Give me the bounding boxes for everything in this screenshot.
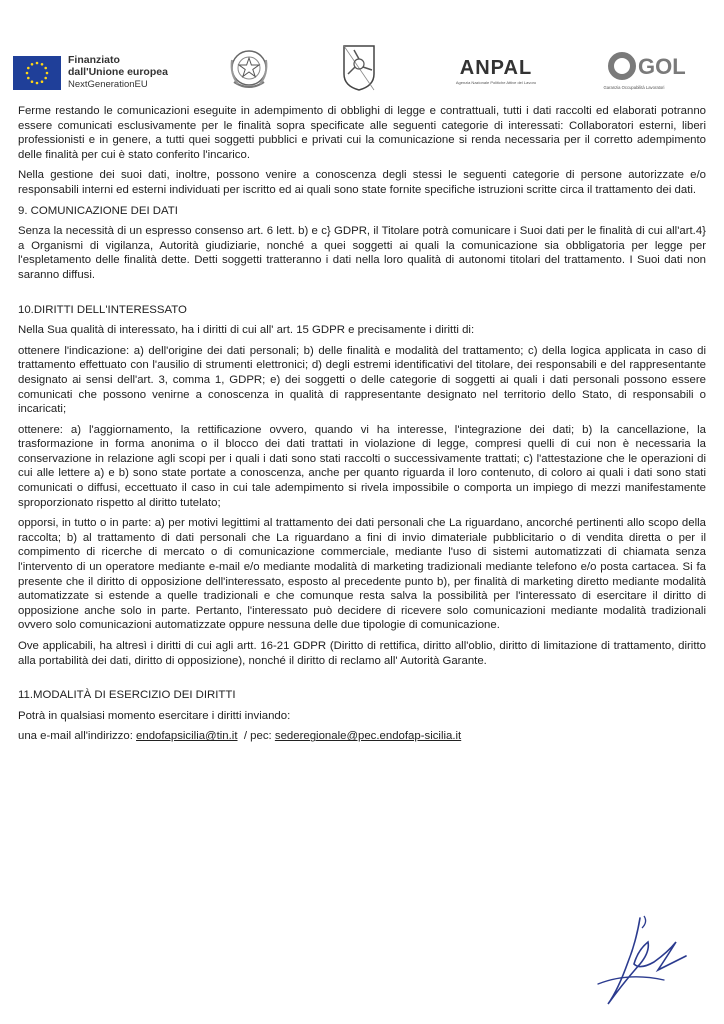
anpal-subtitle: Agenzia Nazionale Politiche Attive del Lavoro [455, 80, 537, 85]
paragraph-right-to-update: ottenere: a) l'aggiornamento, la rettificazione ovvero, quando vi ha interesse, l'integrazione dei dati; b) la cancellazione, la trasformazione in forma anonima o il blocco dei dati trattati in violazione di legge, compresi quelli di cui non è necessaria la conservazione in relazione agli scopi per i quali i dati sono stati raccolti o successivamente trattati; c) l'attestazione che le operazioni di cui alle lettere a) e b) sono state portate a conoscenza, anche per quanto riguarda il loro contenuto, di coloro ai quali i dati sono stati comunicati o diffusi, eccettuato il caso in cui tale adempimento si rivela impossibile o comporta un impiego di mezzi manifestamente sproporzionato rispetto al diritto tutelato; [18, 423, 706, 509]
document-body [18, 104, 706, 750]
paragraph-right-to-information: ottenere l'indicazione: a) dell'origine dei dati personali; b) delle finalità e modalità del trattamento; c) della logica applicata in caso di trattamento effettuato con l'ausilio di strumenti elettronici; d) degli estremi identificativi del titolare, dei responsabili e del rappresentante designato ai sensi dell'art. 3, comma 1, GDPR; e) dei soggetti o delle categorie di soggetti ai quali i dati personali possono essere comunicati che possono venirne a conoscenza in qualità di rappresentante designato nel territorio dello Stato, di responsabili o incaricati; [18, 344, 706, 416]
gol-subtitle: Garanzia Occupabilità Lavoratori [603, 85, 665, 90]
eu-funding-label [68, 54, 168, 91]
anpal-logo-text: ANPAL [459, 57, 533, 79]
paragraph-exercise-rights: Potrà in qualsiasi momento esercitare i diritti inviando: [18, 709, 291, 722]
email-link[interactable]: endofapsicilia@tin.it [136, 730, 238, 743]
gol-logo-text: GOL [638, 54, 686, 79]
handwritten-signature [578, 912, 698, 1012]
paragraph-communication-recipients: Ferme restando le comunicazioni eseguite in adempimento di obblighi di legge e contrattuali, tutti i dati raccolti ed elaborati potranno essere comunicati esclusivamente per le finalità sopra specificate alle seguenti categorie di interessati: Collaboratori esterni, liberi professionisti e in genere, a tutti quei soggetti pubblici e privati cui la comunicazione si renda necessaria per il corretto adempimento delle finalità per cui è stato conferito l'incarico. [18, 105, 706, 161]
section-heading-9: 9. COMUNICAZIONE DEI DATI [18, 204, 178, 217]
eu-line1: Finanziato [68, 54, 120, 66]
section-heading-10: 10.DIRITTI DELL'INTERESSATO [18, 303, 187, 316]
paragraph-rights-intro: Nella Sua qualità di interessato, ha i diritti di cui all' art. 15 GDPR e precisamente i diritti di: [18, 324, 475, 337]
section-heading-11: 11.MODALITÀ DI ESERCIZIO DEI DIRITTI [18, 689, 236, 702]
paragraph-right-to-object: opporsi, in tutto o in parte: a) per motivi legittimi al trattamento dei dati personali che La riguardano, ancorché pertinenti allo scopo della raccolta; b) al trattamento di dati personali che La riguardano a fini di invio dimateriale pubblicitario o di vendita diretta o per il compimento di ricerche di mercato o di comunicazione commerciale, mediante l'uso di sistemi automatizzati di chiamata senza l'intervento di un operatore mediante e-mail e/o mediante modalità di marketing tradizionali mediante telefono e/o posta cartacea. Si fa presente che il diritto di opposizione dell'interessato, esposto al precedente punto b), per finalità di marketing diretto mediante modalità automatizzate si estende a quelle tradizionali e che comunque resta salva la possibilità per l'interessato di esercitare il diritto di opposizione anche solo in parte. Pertanto, l'interessato può decidere di ricevere solo comunicazioni mediante modalità tradizionali ovvero solo comunicazioni automatizzate oppure nessuna delle due tipologie di comunicazione. [18, 517, 706, 632]
paragraph-authorized-persons: Nella gestione dei suoi dati, inoltre, possono venire a conoscenza degli stessi le seguenti categorie di persone autorizzate e/o responsabili interni ed esterni individuati per iscritto ed ai quali sono state fornite specifiche istruzioni scritte circa il trattamento dei dati. [18, 169, 706, 196]
contact-mid: / pec: [237, 730, 275, 743]
paragraph-contact [18, 729, 706, 744]
paragraph-data-communication: Senza la necessità di un espresso consenso art. 6 lett. b) e c} GDPR, il Titolare potrà comunicare i Suoi dati per le finalità di cui all'art.4} a Organismi di vigilanza, Autorità giudiziarie, nonché a quei soggetti ai quali la comunicazione sia obbligatoria per legge per l'espletamento delle finalità dette. Detti soggetti tratteranno i dati nella loro qualità di autonomi titolari del trattamento. I Suoi dati non saranno diffusi. [18, 225, 706, 281]
paragraph-additional-rights: Ove applicabili, ha altresì i diritti di cui agli artt. 16-21 GDPR (Diritto di rettifica, diritto all'oblio, diritto di limitazione di trattamento, diritto alla portabilità dei dati, diritto di opposizione), nonché il diritto di reclamo all' Autorità Garante. [18, 640, 706, 667]
pec-link[interactable]: sederegionale@pec.endofap-sicilia.it [274, 730, 462, 743]
gol-logo [598, 48, 686, 92]
eu-flag-logo [13, 56, 61, 90]
sicily-region-shield [342, 44, 376, 92]
italian-republic-emblem [226, 44, 272, 94]
contact-prefix: una e-mail all'indirizzo: [18, 730, 137, 743]
eu-line2: dall'Unione europea [68, 66, 168, 78]
eu-line3: NextGenerationEU [68, 79, 148, 90]
letterhead [0, 0, 724, 104]
anpal-logo [448, 52, 544, 88]
